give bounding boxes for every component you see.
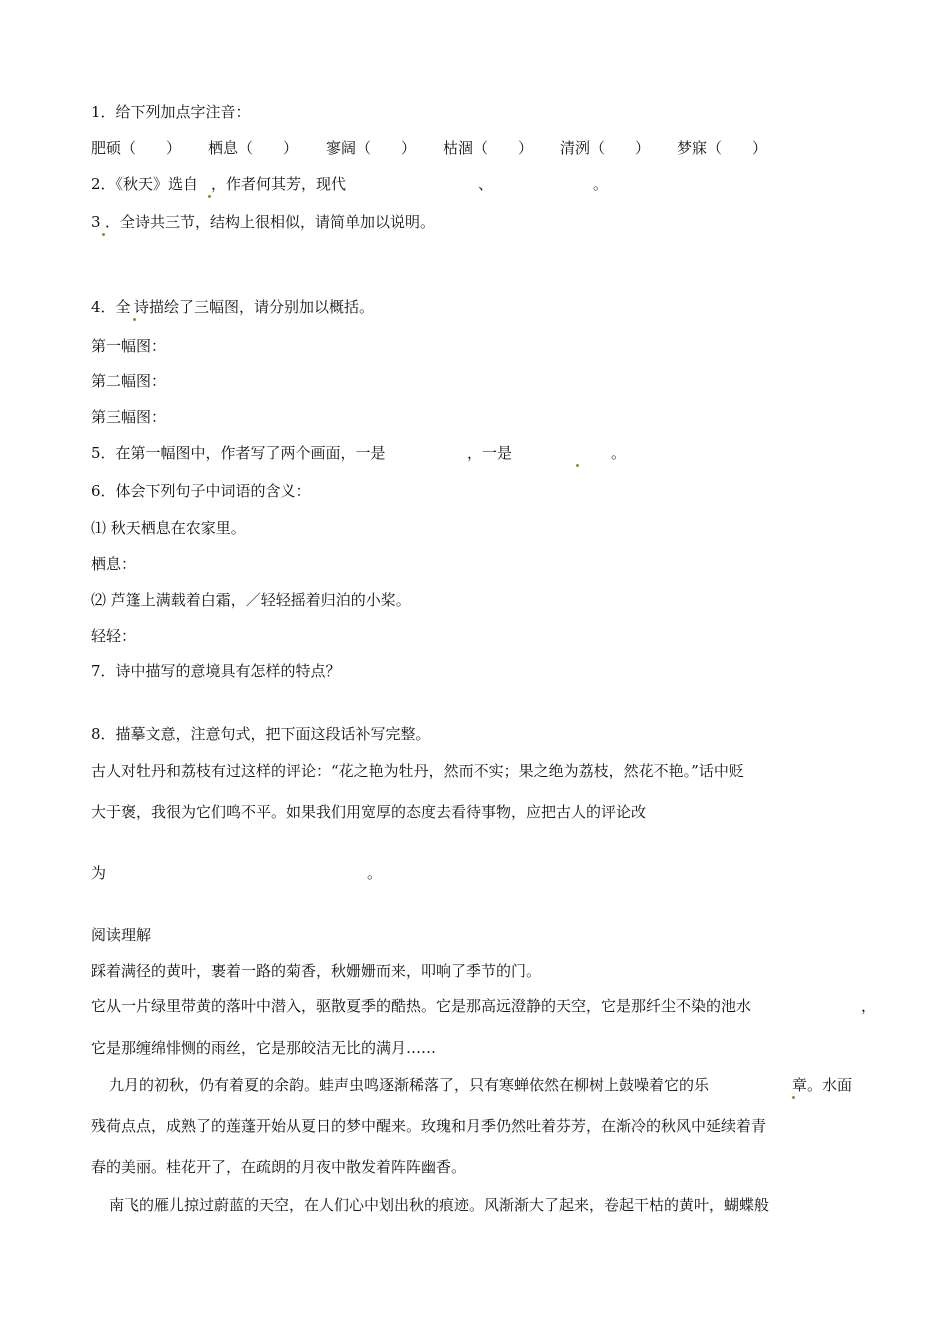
question-4-part-a: 4．全: [91, 298, 131, 316]
vocab-blank: （ ）: [356, 139, 417, 157]
vocab-item: [560, 138, 650, 158]
vocab-word: 清洌: [560, 139, 591, 157]
question-8-paragraph-line-1: 古人对牡丹和荔枝有过这样的评论：“花之艳为牡丹，然而不实；果之绝为荔枝，然花不艳。”话中贬: [91, 762, 744, 780]
question-3: [91, 212, 691, 232]
reading-line-6: 春的美丽。桂花开了，在疏朗的月夜中散发着阵阵幽香。: [91, 1158, 467, 1176]
question-7: 7．诗中描写的意境具有怎样的特点？: [91, 662, 341, 680]
question-2-part-c: 、: [478, 175, 494, 193]
reading-line-7: 南飞的雁儿掠过蔚蓝的天空，在人们心中划出秋的痕迹。风渐渐大了起来，卷起干枯的黄叶，蝴蝶般: [109, 1196, 770, 1214]
vocab-word: 梦寐: [677, 139, 708, 157]
question-2-part-d: 。: [593, 175, 609, 193]
question-6-sentence-2: ⑵ 芦篷上满载着白霜，／轻轻摇着归泊的小桨。: [91, 591, 411, 609]
vocab-item: [208, 138, 298, 158]
question-2-part-a: 2．《秋天》选自: [91, 175, 199, 193]
reading-line-2-text: 它从一片绿里带黄的落叶中潜入，驱散夏季的酷热。它是那高远澄静的天空，它是那纤尘不染的池水: [91, 997, 752, 1015]
question-5-part-c: 。: [611, 444, 627, 462]
reading-line-3: 它是那缠绵悱恻的雨丝，它是那皎洁无比的满月……: [91, 1039, 437, 1057]
picture-1-label: 第一幅图：: [91, 337, 167, 355]
reading-line-4-end: 章。水面: [792, 1076, 853, 1094]
question-8-answer-suffix: 。: [367, 864, 383, 882]
question-3-text: ．全诗共三节，结构上很相似，请简单加以说明。: [105, 213, 436, 231]
reading-line-4: [109, 1075, 869, 1095]
vocab-blank: （ ）: [590, 139, 651, 157]
reading-line-5: 残荷点点，成熟了的莲蓬开始从夏日的梦中醒来。玫瑰和月季仍然吐着芬芳，在渐冷的秋风中延续着青: [91, 1117, 767, 1135]
reading-title: 阅读理解: [91, 926, 152, 944]
question-3-num: 3: [91, 213, 101, 231]
reading-line-4-text: 九月的初秋，仍有着夏的余韵。蛙声虫鸣逐渐稀落了，只有寒蝉依然在柳树上鼓噪着它的乐: [109, 1076, 710, 1094]
vocab-word: 枯涸: [443, 139, 474, 157]
vocab-blank: （ ）: [707, 139, 768, 157]
question-6-word-2: 轻轻：: [91, 627, 137, 645]
question-8: 8．描摹文意，注意句式，把下面这段话补写完整。: [91, 725, 431, 743]
reading-line-2: [91, 996, 881, 1016]
vocab-row: [91, 138, 851, 158]
question-6: 6．体会下列句子中词语的含义：: [91, 482, 311, 500]
vocab-word: 寥阔: [326, 139, 357, 157]
picture-2-label: 第二幅图：: [91, 372, 167, 390]
vocab-word: 栖息: [208, 139, 239, 157]
picture-3-label: 第三幅图：: [91, 408, 167, 426]
question-8-paragraph-line-3: [91, 863, 491, 883]
vocab-blank: （ ）: [238, 139, 299, 157]
question-1: 1．给下列加点字注音：: [91, 103, 251, 121]
question-6-word-1: 栖息：: [91, 555, 137, 573]
question-4-part-b: 诗描绘了三幅图，请分别加以概括。: [134, 298, 375, 316]
reading-line-1: 踩着满径的黄叶，裹着一路的菊香，秋姗姗而来，叩响了季节的门。: [91, 962, 542, 980]
question-6-sentence-1: ⑴ 秋天栖息在农家里。: [91, 519, 246, 537]
question-5-part-a: 5．在第一幅图中，作者写了两个画面，一是: [91, 444, 386, 462]
vocab-item: [443, 138, 533, 158]
question-5: [91, 443, 691, 463]
question-5-part-b: ，一是: [467, 444, 513, 462]
vocab-item: [91, 138, 181, 158]
question-8-paragraph-line-2: 大于褒，我很为它们鸣不平。如果我们用宽厚的态度去看待事物，应把古人的评论改: [91, 803, 647, 821]
question-2: [91, 174, 791, 194]
vocab-blank: （ ）: [121, 139, 182, 157]
vocab-item: [677, 138, 767, 158]
question-4: [91, 297, 691, 317]
question-2-part-b: ，作者何其芳，现代: [211, 175, 347, 193]
reading-line-2-comma: ，: [861, 997, 877, 1015]
mark-dot: [575, 452, 580, 472]
question-8-answer-prefix: 为: [91, 864, 107, 882]
vocab-item: [326, 138, 416, 158]
vocab-blank: （ ）: [473, 139, 534, 157]
vocab-word: 肥硕: [91, 139, 122, 157]
